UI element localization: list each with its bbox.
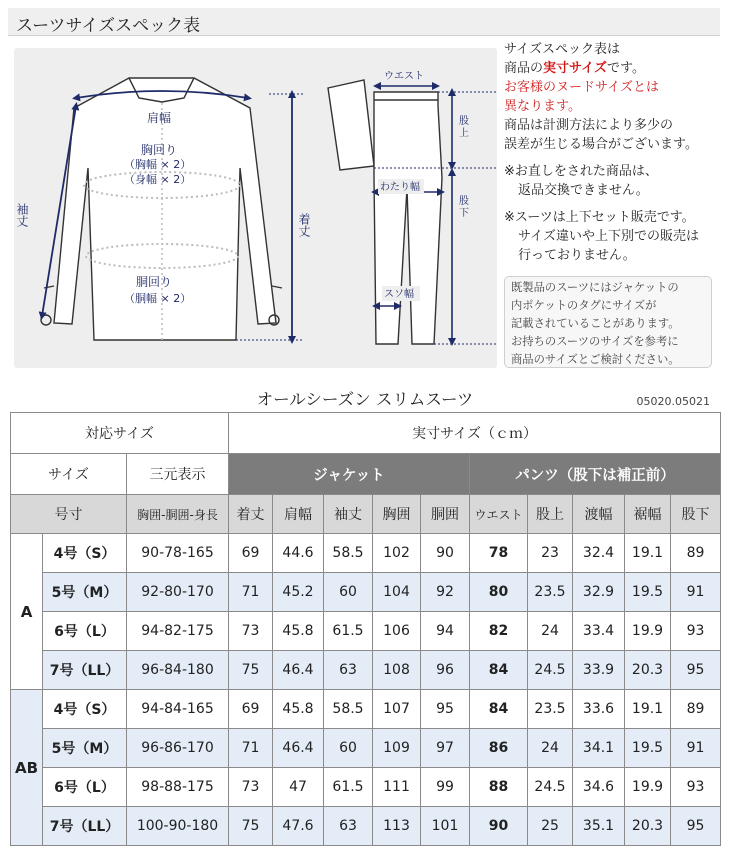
- pants-value-cell: 91: [671, 573, 721, 612]
- jacket-value-cell: 75: [229, 651, 273, 690]
- jacket-value-cell: 101: [421, 807, 470, 846]
- jacket-value-cell: 113: [373, 807, 421, 846]
- size-cell: 4号（S）: [43, 690, 127, 729]
- pants-value-cell: 19.5: [625, 729, 671, 768]
- size-cell: 6号（L）: [43, 768, 127, 807]
- size-cell: 7号（LL）: [43, 651, 127, 690]
- pants-waist-cell: 80: [470, 573, 528, 612]
- header-size: サイズ: [11, 454, 127, 495]
- jacket-value-cell: 46.4: [273, 729, 324, 768]
- jacket-value-cell: 69: [229, 534, 273, 573]
- pants-value-cell: 19.1: [625, 534, 671, 573]
- pants-value-cell: 33.9: [573, 651, 625, 690]
- jacket-value-cell: 71: [229, 573, 273, 612]
- jacket-value-cell: 45.8: [273, 612, 324, 651]
- chest-sub2-label: （身幅 × 2）: [124, 173, 192, 186]
- jacket-value-cell: 60: [324, 573, 373, 612]
- jacket-value-cell: 94: [421, 612, 470, 651]
- pants-value-cell: 19.1: [625, 690, 671, 729]
- col-header: 股上: [528, 495, 573, 534]
- pants-value-cell: 95: [671, 651, 721, 690]
- pants-value-cell: 25: [528, 807, 573, 846]
- pants-value-cell: 35.1: [573, 807, 625, 846]
- three-dim-cell: 98-88-175: [127, 768, 229, 807]
- product-title: オールシーズン スリムスーツ: [256, 390, 474, 409]
- suit-illustration: [14, 48, 497, 368]
- rise-label-2: 上: [459, 128, 469, 139]
- col-header: 袖丈: [324, 495, 373, 534]
- table-row: [11, 690, 721, 729]
- jacket-value-cell: 99: [421, 768, 470, 807]
- header-3d-sub: 胸囲-胴囲-身長: [127, 495, 229, 534]
- group-label: AB: [11, 690, 43, 846]
- length-label: 着丈: [297, 213, 311, 237]
- note-10: サイズ違いや上下別での販売は: [518, 229, 699, 244]
- jacket-value-cell: 45.2: [273, 573, 324, 612]
- info-line-2: 内ポケットのタグにサイズが: [511, 299, 657, 312]
- page-title: スーツサイズスペック表: [16, 16, 201, 36]
- size-cell: 7号（LL）: [43, 807, 127, 846]
- jacket-value-cell: 102: [373, 534, 421, 573]
- pants-value-cell: 19.5: [625, 573, 671, 612]
- pants-waist-cell: 90: [470, 807, 528, 846]
- jacket-value-cell: 73: [229, 612, 273, 651]
- pants-value-cell: 24: [528, 729, 573, 768]
- size-cell: 4号（S）: [43, 534, 127, 573]
- page-header: [8, 8, 720, 36]
- pants-value-cell: 32.9: [573, 573, 625, 612]
- header-number: 号寸: [11, 495, 127, 534]
- jacket-value-cell: 47: [273, 768, 324, 807]
- col-header: 着丈: [229, 495, 273, 534]
- pants-value-cell: 20.3: [625, 807, 671, 846]
- pants-value-cell: 23.5: [528, 573, 573, 612]
- table-row: [11, 651, 721, 690]
- pants-value-cell: 23.5: [528, 690, 573, 729]
- info-box: [504, 276, 712, 368]
- jacket-value-cell: 61.5: [324, 768, 373, 807]
- hem-label: スソ幅: [384, 289, 414, 300]
- table-row: [11, 729, 721, 768]
- pants-drawing: [328, 80, 442, 344]
- note-4: 異なります。: [504, 99, 581, 114]
- pants-waist-cell: 78: [470, 534, 528, 573]
- pants-value-cell: 19.9: [625, 612, 671, 651]
- pants-value-cell: 89: [671, 690, 721, 729]
- pants-waist-cell: 84: [470, 690, 528, 729]
- rise-label-1: 股: [459, 116, 469, 127]
- pants-waist-label: ウエスト: [384, 71, 424, 82]
- jacket-value-cell: 106: [373, 612, 421, 651]
- pants-value-cell: 89: [671, 534, 721, 573]
- info-line-4: お持ちのスーツのサイズを参考に: [511, 335, 679, 348]
- note-5: 商品は計測方法により多少の: [504, 118, 674, 133]
- thigh-label: わたり幅: [380, 182, 420, 193]
- pants-waist-cell: 86: [470, 729, 528, 768]
- header-jacket: ジャケット: [229, 454, 470, 495]
- jacket-value-cell: 60: [324, 729, 373, 768]
- info-line-5: 商品のサイズとご検討ください。: [511, 353, 680, 366]
- jacket-value-cell: 47.6: [273, 807, 324, 846]
- pants-value-cell: 33.4: [573, 612, 625, 651]
- pants-value-cell: 33.6: [573, 690, 625, 729]
- table-row: [11, 768, 721, 807]
- three-dim-cell: 96-84-180: [127, 651, 229, 690]
- jacket-value-cell: 92: [421, 573, 470, 612]
- pants-value-cell: 91: [671, 729, 721, 768]
- pants-waist-cell: 84: [470, 651, 528, 690]
- pants-value-cell: 93: [671, 612, 721, 651]
- three-dim-cell: 96-86-170: [127, 729, 229, 768]
- jacket-value-cell: 63: [324, 807, 373, 846]
- pants-value-cell: 24.5: [528, 651, 573, 690]
- col-header: 股下: [671, 495, 721, 534]
- table-row: [11, 807, 721, 846]
- pants-value-cell: 24: [528, 612, 573, 651]
- size-cell: 5号（M）: [43, 729, 127, 768]
- pants-value-cell: 23: [528, 534, 573, 573]
- jacket-value-cell: 73: [229, 768, 273, 807]
- chest-sub1-label: （胸幅 × 2）: [124, 158, 192, 171]
- product-code: 05020.05021: [636, 395, 710, 408]
- pants-value-cell: 20.3: [625, 651, 671, 690]
- sleeve-label: 袖丈: [15, 203, 29, 227]
- jacket-value-cell: 108: [373, 651, 421, 690]
- jacket-value-cell: 96: [421, 651, 470, 690]
- waist-sub-label: （胴幅 × 2）: [124, 292, 192, 305]
- header-actual: 実寸サイズ（ｃｍ）: [229, 413, 721, 454]
- pants-value-cell: 93: [671, 768, 721, 807]
- info-line-3: 記載されていることがあります。: [511, 317, 680, 330]
- table-row: [11, 573, 721, 612]
- pants-value-cell: 32.4: [573, 534, 625, 573]
- pants-value-cell: 95: [671, 807, 721, 846]
- note-2: 商品の実寸サイズです。: [504, 61, 645, 76]
- note-1: サイズスペック表は: [504, 42, 620, 57]
- pants-value-cell: 19.9: [625, 768, 671, 807]
- jacket-value-cell: 44.6: [273, 534, 324, 573]
- inseam-label-2: 下: [459, 208, 469, 219]
- col-header: 胸囲: [373, 495, 421, 534]
- note-9: ※スーツは上下セット販売です。: [504, 210, 695, 225]
- jacket-value-cell: 58.5: [324, 690, 373, 729]
- jacket-value-cell: 69: [229, 690, 273, 729]
- jacket-value-cell: 63: [324, 651, 373, 690]
- jacket-value-cell: 95: [421, 690, 470, 729]
- note-3: お客様のヌードサイズとは: [504, 80, 659, 95]
- notes: [504, 40, 726, 265]
- jacket-value-cell: 90: [421, 534, 470, 573]
- jacket-value-cell: 104: [373, 573, 421, 612]
- jacket-value-cell: 107: [373, 690, 421, 729]
- pants-waist-cell: 82: [470, 612, 528, 651]
- header-3d: 三元表示: [127, 454, 229, 495]
- group-label: A: [11, 534, 43, 690]
- note-6: 誤差が生じる場合がございます。: [504, 137, 698, 152]
- three-dim-cell: 92-80-170: [127, 573, 229, 612]
- chest-label: 胸回り: [141, 143, 178, 157]
- table-row: [11, 534, 721, 573]
- col-header: 胴囲: [421, 495, 470, 534]
- pants-value-cell: 24.5: [528, 768, 573, 807]
- jacket-value-cell: 71: [229, 729, 273, 768]
- size-spec-table: [10, 412, 721, 846]
- three-dim-cell: 94-84-165: [127, 690, 229, 729]
- waist-label: 胴回り: [136, 275, 173, 289]
- jacket-value-cell: 111: [373, 768, 421, 807]
- col-header: ウエスト: [470, 495, 528, 534]
- three-dim-cell: 100-90-180: [127, 807, 229, 846]
- inseam-label-1: 股: [459, 196, 469, 207]
- header-size-corr: 対応サイズ: [11, 413, 229, 454]
- note-7: ※お直しをされた商品は、: [504, 164, 658, 179]
- size-cell: 6号（L）: [43, 612, 127, 651]
- pants-value-cell: 34.1: [573, 729, 625, 768]
- col-header: 肩幅: [273, 495, 324, 534]
- table-row: [11, 612, 721, 651]
- col-header: 渡幅: [573, 495, 625, 534]
- three-dim-cell: 94-82-175: [127, 612, 229, 651]
- note-11: 行っておりません。: [518, 248, 636, 263]
- shoulder-label: 肩幅: [147, 111, 172, 125]
- header-pants: パンツ（股下は補正前）: [470, 454, 721, 495]
- three-dim-cell: 90-78-165: [127, 534, 229, 573]
- jacket-value-cell: 97: [421, 729, 470, 768]
- suit-diagram: [14, 48, 497, 368]
- info-line-1: 既製品のスーツにはジャケットの: [511, 281, 679, 294]
- jacket-value-cell: 75: [229, 807, 273, 846]
- pants-waist-cell: 88: [470, 768, 528, 807]
- jacket-value-cell: 58.5: [324, 534, 373, 573]
- jacket-value-cell: 61.5: [324, 612, 373, 651]
- col-header: 裾幅: [625, 495, 671, 534]
- jacket-value-cell: 45.8: [273, 690, 324, 729]
- note-8: 返品交換できません。: [518, 183, 649, 198]
- jacket-value-cell: 46.4: [273, 651, 324, 690]
- jacket-value-cell: 109: [373, 729, 421, 768]
- pants-value-cell: 34.6: [573, 768, 625, 807]
- size-cell: 5号（M）: [43, 573, 127, 612]
